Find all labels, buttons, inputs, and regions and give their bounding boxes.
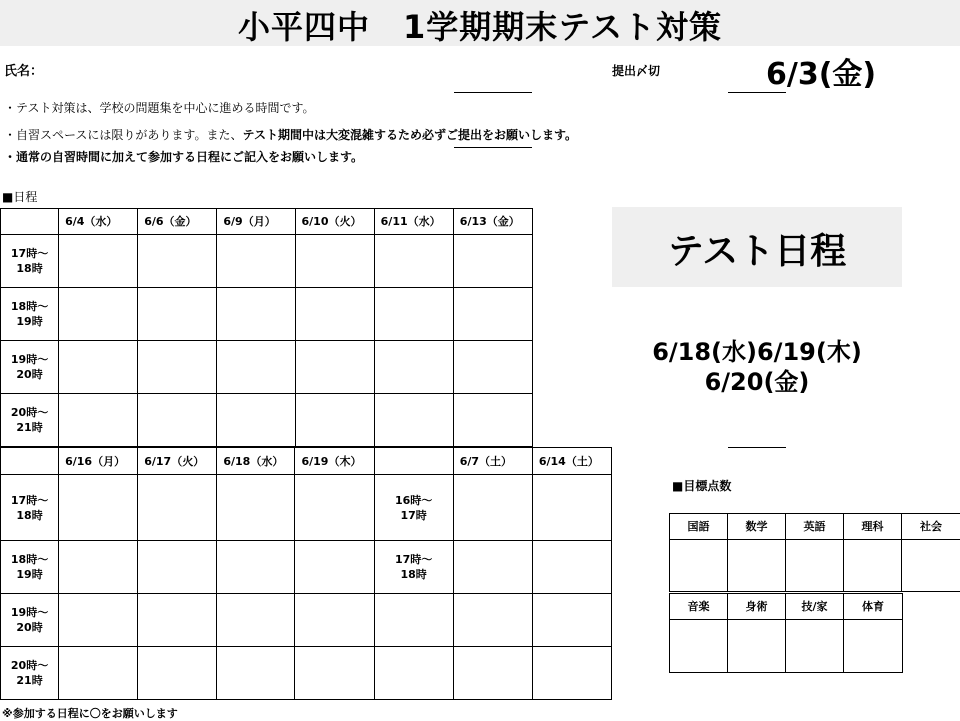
schedule-cell[interactable] (295, 647, 374, 700)
time-slot-label: 17時～ 18時 (1, 235, 59, 288)
schedule-cell[interactable] (138, 594, 217, 647)
table-header-row (1, 209, 533, 235)
time-slot-label: 20時～ 21時 (1, 647, 59, 700)
name-label: 氏名： (4, 60, 43, 79)
goal-table-1 (669, 513, 960, 592)
table-row (1, 288, 533, 341)
schedule-cell[interactable] (374, 394, 453, 447)
schedule-cell[interactable] (59, 235, 138, 288)
schedule-cell[interactable] (217, 594, 295, 647)
schedule-cell[interactable] (217, 394, 295, 447)
schedule-cell[interactable] (138, 288, 217, 341)
due-date: 6/3(金) (766, 49, 876, 93)
table-row (1, 341, 533, 394)
schedule-table-1 (0, 208, 533, 447)
schedule-cell[interactable] (532, 594, 611, 647)
due-underline (728, 92, 786, 93)
notes-underline (454, 147, 532, 148)
schedule-cell[interactable] (138, 475, 217, 541)
time-slot-label: 19時～ 20時 (1, 594, 59, 647)
schedule-cell[interactable] (217, 341, 295, 394)
subject-label: 音楽 (670, 594, 728, 620)
note-2 (4, 126, 577, 143)
date-header: 6/11（水） (374, 209, 453, 235)
score-cell[interactable] (728, 540, 786, 592)
schedule-cell[interactable] (217, 647, 295, 700)
score-cell[interactable] (844, 620, 903, 673)
schedule-cell[interactable] (374, 594, 453, 647)
subject-label: 数学 (728, 514, 786, 540)
due-label: 提出〆切 (612, 62, 660, 79)
time-slot-label: 17時～ 18時 (1, 475, 59, 541)
test-dates-line-1: 6/18(水)6/19(木) (612, 337, 902, 367)
schedule-cell[interactable] (453, 647, 532, 700)
table-row (1, 475, 612, 541)
subject-header-row (670, 594, 903, 620)
table-row (1, 235, 533, 288)
schedule-cell[interactable] (295, 288, 374, 341)
date-header: 6/18（水） (217, 448, 295, 475)
schedule-cell[interactable] (532, 541, 611, 594)
subject-label: 国語 (670, 514, 728, 540)
subject-label: 理科 (844, 514, 902, 540)
schedule-footnote: ※参加する日程に〇をお願いします (2, 705, 178, 721)
schedule-table-2 (0, 447, 612, 700)
schedule-cell[interactable] (59, 541, 138, 594)
score-cell[interactable] (728, 620, 786, 673)
date-header: 6/4（水） (59, 209, 138, 235)
schedule-cell[interactable] (532, 647, 611, 700)
schedule-cell[interactable] (453, 541, 532, 594)
test-title: テスト日程 (612, 223, 902, 274)
schedule-cell[interactable] (453, 594, 532, 647)
schedule-cell[interactable] (217, 235, 295, 288)
subject-label: 身術 (728, 594, 786, 620)
note-3: ・通常の自習時間に加えて参加する日程にご記入をお願いします。 (4, 150, 364, 165)
schedule-cell[interactable] (138, 235, 217, 288)
schedule-cell[interactable] (59, 594, 138, 647)
subject-label: 技/家 (786, 594, 844, 620)
date-header (374, 448, 453, 475)
schedule-cell[interactable] (295, 475, 374, 541)
schedule-cell[interactable] (374, 288, 453, 341)
test-dates (612, 337, 902, 397)
table-row (1, 647, 612, 700)
date-header: 6/14（土） (532, 448, 611, 475)
name-underline (454, 92, 532, 93)
note-2-text: ・自習スペースには限りがあります。また、 (4, 128, 242, 142)
test-dates-line-2: 6/20(金) (612, 367, 902, 397)
schedule-cell[interactable] (374, 341, 453, 394)
time-slot-label: 19時～ 20時 (1, 341, 59, 394)
time-slot-label: 18時～ 19時 (1, 288, 59, 341)
schedule-cell[interactable] (453, 288, 532, 341)
goal-table-2 (669, 593, 903, 673)
schedule-cell[interactable] (59, 288, 138, 341)
note-1: ・テスト対策は、学校の問題集を中心に進める時間です。 (4, 99, 315, 116)
score-cell[interactable] (786, 540, 844, 592)
corner-cell (1, 448, 59, 475)
schedule-cell[interactable] (217, 541, 295, 594)
subject-label: 英語 (786, 514, 844, 540)
subject-label: 社会 (902, 514, 960, 540)
page-title: 小平四中 1学期期末テスト対策 (0, 2, 960, 48)
score-row (670, 620, 903, 673)
schedule-cell[interactable] (138, 341, 217, 394)
schedule-cell[interactable] (217, 475, 295, 541)
score-cell[interactable] (670, 540, 728, 592)
subject-label: 体育 (844, 594, 903, 620)
schedule-cell[interactable] (295, 541, 374, 594)
schedule-cell[interactable] (59, 647, 138, 700)
schedule-cell[interactable] (59, 341, 138, 394)
time-slot-label: 20時～ 21時 (1, 394, 59, 447)
schedule-label: ■日程 (2, 188, 37, 205)
goal-score-label: ■目標点数 (672, 478, 732, 494)
schedule-cell[interactable] (295, 594, 374, 647)
corner-cell (1, 209, 59, 235)
table-row (1, 541, 612, 594)
schedule-cell[interactable] (138, 394, 217, 447)
schedule-cell[interactable] (295, 394, 374, 447)
date-header: 6/19（木） (295, 448, 374, 475)
score-cell[interactable] (844, 540, 902, 592)
schedule-cell[interactable] (59, 475, 138, 541)
schedule-cell[interactable] (295, 235, 374, 288)
date-header: 6/13（金） (453, 209, 532, 235)
schedule-cell[interactable] (453, 475, 532, 541)
schedule-cell[interactable] (374, 647, 453, 700)
schedule-cell[interactable] (453, 341, 532, 394)
schedule-cell[interactable] (453, 235, 532, 288)
schedule-cell[interactable] (374, 235, 453, 288)
date-header: 6/17（火） (138, 448, 217, 475)
subject-header-row (670, 514, 960, 540)
schedule-cell[interactable] (217, 288, 295, 341)
time-slot-label: 18時～ 19時 (1, 541, 59, 594)
schedule-cell[interactable] (59, 394, 138, 447)
date-header: 6/10（火） (295, 209, 374, 235)
date-header: 6/6（金） (138, 209, 217, 235)
schedule-cell[interactable] (295, 341, 374, 394)
date-header: 6/16（月） (59, 448, 138, 475)
score-cell[interactable] (786, 620, 844, 673)
schedule-cell[interactable] (138, 541, 217, 594)
score-row (670, 540, 960, 592)
test-underline (728, 447, 786, 448)
score-cell[interactable] (670, 620, 728, 673)
table-row (1, 594, 612, 647)
table-row (1, 394, 533, 447)
table-header-row (1, 448, 612, 475)
score-cell[interactable] (902, 540, 960, 592)
date-header: 6/9（月） (217, 209, 295, 235)
schedule-cell[interactable] (532, 475, 611, 541)
schedule-cell[interactable] (453, 394, 532, 447)
schedule-cell[interactable] (138, 647, 217, 700)
note-2-emphasis: テスト期間中は大変混雑するため必ずご提出をお願いします。 (242, 128, 577, 142)
saturday-time-label: 16時～ 17時 (374, 475, 453, 541)
date-header: 6/7（土） (453, 448, 532, 475)
saturday-time-label: 17時～ 18時 (374, 541, 453, 594)
